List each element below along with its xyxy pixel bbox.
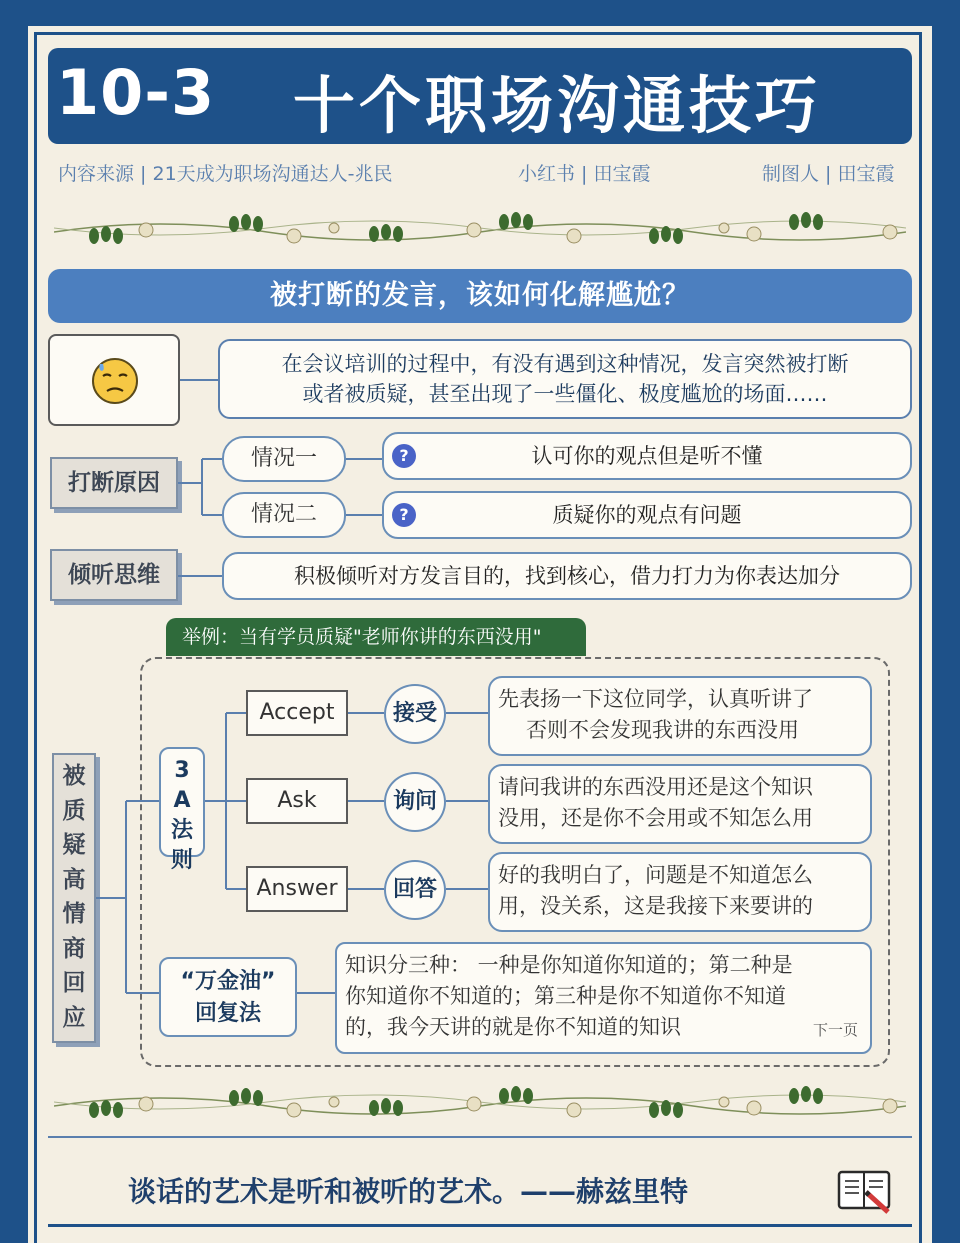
universal-reply-box: [159, 957, 297, 1037]
answer-line-1: 好的我明白了，问题是不知道怎么: [498, 863, 813, 887]
case-2-detail: [382, 491, 912, 539]
credit-source: 内容来源 | 21天成为职场沟通达人-兆民: [58, 163, 393, 185]
book-pen-icon: [836, 1166, 896, 1216]
vine-divider-top: [54, 210, 906, 250]
accept-line-1: 先表扬一下这位同学，认真听讲了: [498, 687, 813, 711]
intro-connector: [180, 366, 220, 396]
ask-line-2: 没用，还是你不会用或不知怎么用: [498, 806, 813, 830]
accept-line-2: 否则不会发现我讲的东西没用: [526, 718, 799, 742]
knowledge-line-1: 知识分三种： 一种是你知道你知道的；第二种是: [345, 953, 793, 977]
listening-connector: [178, 566, 224, 586]
universal-label-2: 回复法: [194, 1001, 261, 1026]
bottom-line: [48, 1224, 912, 1227]
poster: [28, 26, 932, 1243]
case-1-pill: 情况一: [222, 436, 346, 482]
side-label-text: 被质疑高情商回应: [62, 763, 86, 1031]
quote-text: 谈话的艺术是听和被听的艺术。——赫兹里特: [128, 1175, 689, 1208]
knowledge-line-2: 你知道你不知道的；第三种是你不知道你不知道: [345, 984, 786, 1008]
example-tab: 举例：当有学员质疑"老师你讲的东西没用": [166, 618, 586, 656]
case-2-text: 质疑你的观点有问题: [552, 503, 742, 527]
step-answer-answer: [488, 852, 872, 932]
universal-label-1: “万金油”: [180, 969, 276, 994]
ask-line-1: 请问我讲的东西没用还是这个知识: [498, 775, 813, 799]
intro-line-1: 在会议培训的过程中，有没有遇到这种情况，发言突然被打断: [281, 352, 849, 376]
question-icon: ?: [392, 444, 416, 468]
knowledge-line-3: 的，我今天讲的就是你不知道的知识: [345, 1015, 681, 1039]
next-page-link[interactable]: 下一页: [812, 1021, 858, 1039]
3a-method-label: 3A法则: [170, 758, 193, 873]
case-2-pill: 情况二: [222, 492, 346, 538]
listening-text: 积极倾听对方发言目的，找到核心，借力打力为你表达加分: [222, 552, 912, 600]
title-number: 10-3: [56, 56, 216, 129]
step-ask-label: Ask: [277, 788, 317, 813]
step-accept-answer: [488, 676, 872, 756]
step-ask-circle: 询问: [384, 772, 446, 832]
question-icon: ?: [392, 503, 416, 527]
step-accept-circle: 接受: [384, 684, 446, 744]
interrupt-reason-label: 打断原因: [50, 457, 178, 509]
intro-line-2: 或者被质疑，甚至出现了一些僵化、极度尴尬的场面……: [302, 382, 828, 406]
knowledge-box: [335, 942, 872, 1054]
worried-face-icon: [90, 356, 140, 406]
page-title: 十个职场沟通技巧: [293, 69, 822, 142]
step-accept-label: Accept: [259, 700, 335, 725]
step-answer-note: [246, 866, 348, 912]
answer-line-2: 用，没关系，这是我接下来要讲的: [498, 894, 813, 918]
section-banner: 被打断的发言，该如何化解尴尬？: [48, 269, 912, 323]
title-bar: [48, 48, 912, 144]
case-1-text: 认可你的观点但是听不懂: [531, 444, 763, 468]
listening-label: 倾听思维: [50, 549, 178, 601]
case-1-detail: [382, 432, 912, 480]
intro-box: [218, 339, 912, 419]
step-ask-answer: [488, 764, 872, 844]
step-answer-label: Answer: [256, 876, 338, 901]
vine-divider-bottom: [54, 1084, 906, 1124]
response-side-label: [52, 753, 96, 1043]
step-ask-note: [246, 778, 348, 824]
credit-designer: 制图人 | 田宝霞: [762, 163, 895, 185]
face-box: [48, 334, 180, 426]
3a-method-box: [159, 747, 205, 873]
divider-line: [48, 1136, 912, 1138]
step-accept-note: [246, 690, 348, 736]
step-answer-circle: 回答: [384, 860, 446, 920]
credit-platform: 小红书 | 田宝霞: [518, 163, 651, 185]
